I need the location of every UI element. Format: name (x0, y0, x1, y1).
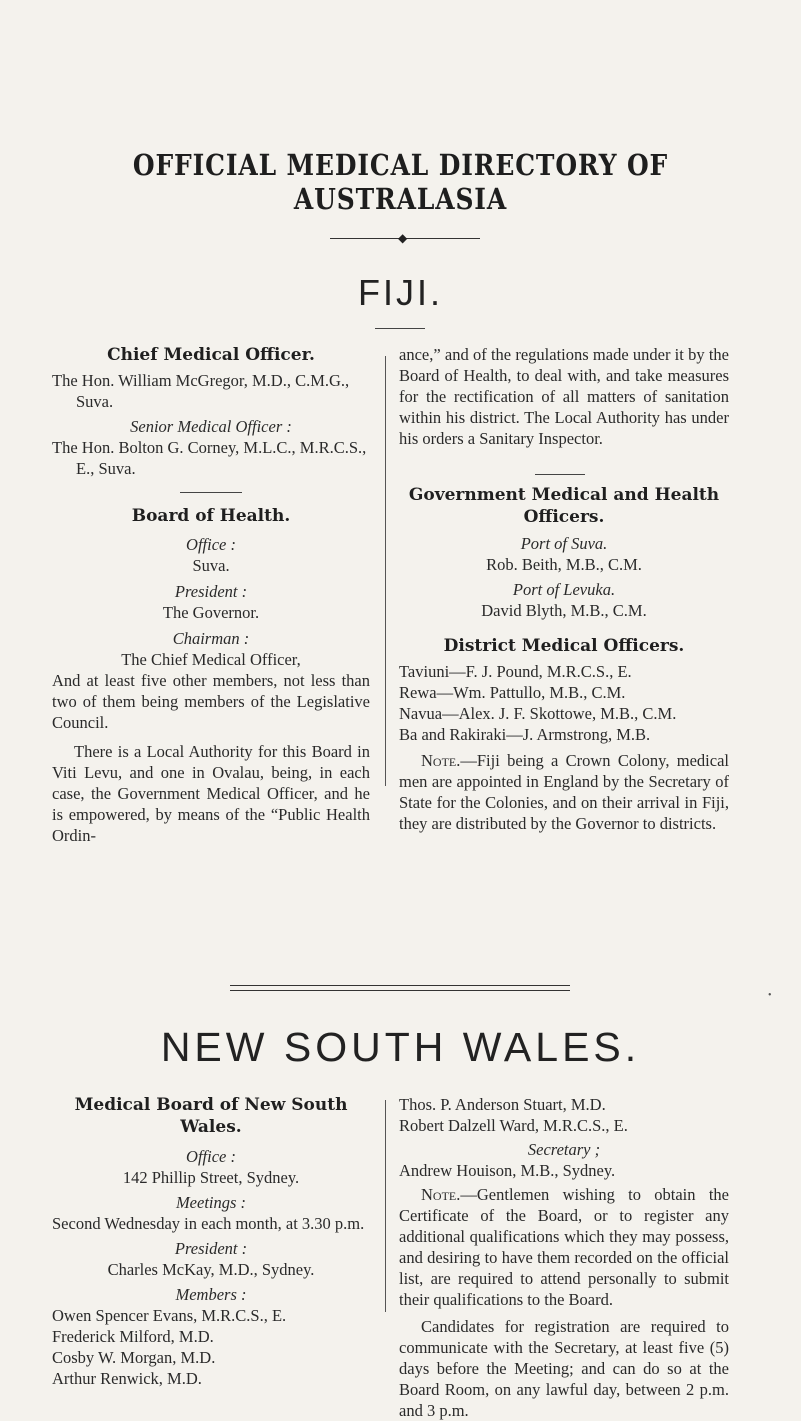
district-officers-heading: District Medical Officers. (443, 636, 685, 656)
office-label: Office : (186, 1147, 236, 1166)
local-authority-text: There is a Local Authority for this Board in Viti Levu, and one in Ovalau, being, in each case, the Government Medical Officer, and he is empowered, by means of the “Public Health Ordin- (52, 742, 370, 845)
secretary-value: Andrew Houison, M.B., Sydney. (399, 1161, 616, 1180)
page-title: OFFICIAL MEDICAL DIRECTORY OF AUSTRALASIA (132, 148, 669, 216)
member-item: Cosby W. Morgan, M.D. (52, 1348, 216, 1367)
president-label: President : (174, 582, 248, 601)
port-levuka-label: Port of Levuka. (512, 580, 616, 599)
section-title-fiji: FIJI. (358, 272, 443, 313)
port-suva-label: Port of Suva. (520, 534, 608, 553)
diamond-ornament-icon: ◆ (398, 231, 408, 245)
note-label: Note. (421, 1185, 461, 1204)
senior-officer-label: Senior Medical Officer : (130, 417, 292, 436)
senior-officer: The Hon. Bolton G. Corney, M.L.C., M.R.C.S., E., Suva. (52, 438, 367, 478)
district-entry: Taviuni—F. J. Pound, M.R.C.S., E. (399, 662, 632, 681)
meetings-value: Second Wednesday in each month, at 3.30 p.m. (52, 1214, 365, 1233)
candidates-text: Candidates for registration are required to communicate with the Secretary, at least five (5) days before the Meeting; and can do so at the Board Room, on any lawful day, between 2 p.m. and 3 p.m. (399, 1317, 729, 1420)
local-authority-continuation (399, 344, 729, 449)
note-label: Note. (421, 751, 461, 770)
fiji-right-column (399, 484, 729, 834)
cmo-heading: Chief Medical Officer. (107, 345, 315, 365)
chairman-value: The Chief Medical Officer, (121, 650, 301, 669)
port-suva-officer: Rob. Beith, M.B., C.M. (486, 555, 642, 574)
gov-officers-heading: Government Medical and Health Officers. (408, 485, 720, 527)
fiji-title-rule (375, 328, 425, 329)
nsw-note (399, 1184, 729, 1310)
nsw-column-divider (385, 1100, 386, 1312)
board-of-health-heading: Board of Health. (131, 506, 291, 526)
district-entry: Navua—Alex. J. F. Skottowe, M.B., C.M. (399, 704, 677, 723)
fiji-column-divider (385, 356, 386, 786)
section-divider (230, 985, 570, 991)
member-item: Arthur Renwick, M.D. (52, 1369, 202, 1388)
divider (535, 474, 585, 475)
chairman-label: Chairman : (172, 629, 250, 648)
member-item: Robert Dalzell Ward, M.R.C.S., E. (399, 1116, 628, 1135)
medical-board-heading: Medical Board of New South Wales. (74, 1095, 348, 1137)
district-entry: Ba and Rakiraki—J. Armstrong, M.B. (399, 725, 651, 744)
margin-mark: • (768, 990, 772, 1001)
president-value: Charles McKay, M.D., Sydney. (107, 1260, 315, 1279)
member-item: Frederick Milford, M.D. (52, 1327, 214, 1346)
port-levuka-officer: David Blyth, M.B., C.M. (481, 601, 647, 620)
continuation-text: ance,” and of the regulations made under it by the Board of Health, to deal with, and take measures for the rectification of all matters of sanitation within his district. The Local Authority has under his orders a Sanitary Inspector. (399, 345, 729, 448)
nsw-left-column (52, 1094, 370, 1389)
office-address: 142 Phillip Street, Sydney. (122, 1168, 300, 1187)
note-text: —Fiji being a Crown Colony, medical men are appointed in England by the Secretary of State for the Colonies, and on their arrival in Fiji, they are distributed by the Governor to districts. (399, 751, 729, 833)
office-value: Suva. (192, 556, 230, 575)
cmo-officer: The Hon. William McGregor, M.D., C.M.G., Suva. (52, 371, 350, 411)
note-text: —Gentlemen wishing to obtain the Certificate of the Board, or to register any additional qualifications which they may possess, and desiring to have them recorded on the official list, are required to attend personally to submit their qualifications to the Board. (399, 1185, 729, 1309)
president-label: President : (174, 1239, 248, 1258)
president-value: The Governor. (162, 603, 260, 622)
district-entry: Rewa—Wm. Pattullo, M.B., C.M. (399, 683, 626, 702)
members-label: Members : (175, 1285, 247, 1304)
fiji-note (399, 750, 729, 834)
board-members-text: And at least five other members, not less than two of them being members of the Legislative Council. (52, 671, 370, 732)
member-item: Thos. P. Anderson Stuart, M.D. (399, 1095, 606, 1114)
member-item: Owen Spencer Evans, M.R.C.S., E. (52, 1306, 287, 1325)
fiji-left-column (52, 344, 370, 846)
nsw-right-column (399, 1094, 729, 1421)
section-title-nsw: NEW SOUTH WALES. (160, 1024, 641, 1070)
secretary-label: Secretary ; (527, 1140, 601, 1159)
meetings-label: Meetings : (175, 1193, 247, 1212)
office-label: Office : (186, 535, 236, 554)
divider (180, 492, 242, 493)
